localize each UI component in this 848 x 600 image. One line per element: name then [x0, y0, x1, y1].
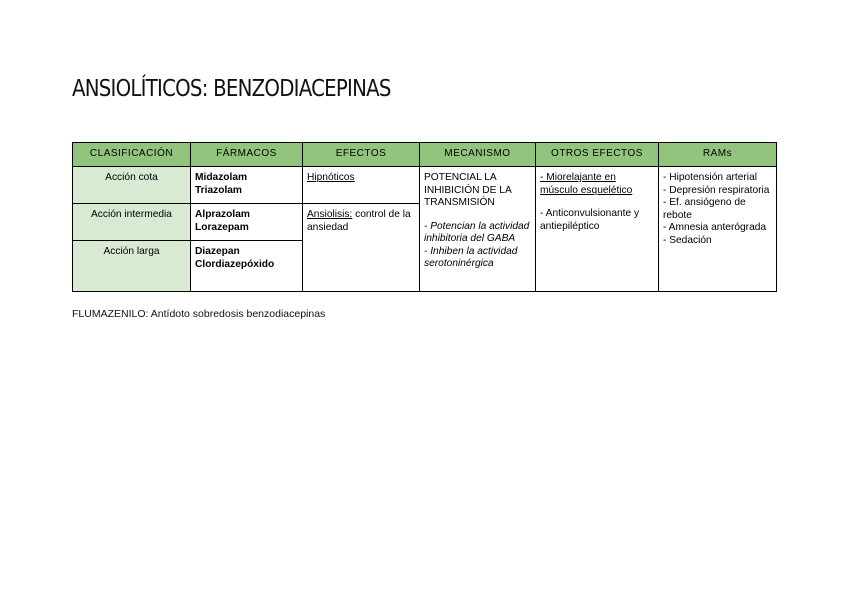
clasificacion-cell: Acción larga [73, 241, 191, 292]
mecanismo-main: POTENCIAL LA INHIBICIÓN DE LA TRANSMISIÓN [424, 172, 512, 208]
farmacos-cell [191, 167, 303, 204]
mecanismo-point: - Inhiben la actividad serotoninérgica [424, 245, 518, 269]
mecanismo-point: - Potencian la actividad inhibitoria del GABA [424, 220, 530, 244]
header-farmacos: FÁRMACOS [191, 143, 303, 167]
header-rams: RAMs [659, 143, 777, 167]
efecto-ansiolisis-label: Ansiolisis: [307, 209, 353, 220]
farmacos-cell [191, 241, 303, 292]
efecto-ansiolisis-text: control de la ansiedad [307, 209, 411, 233]
clasificacion-cell: Acción intermedia [73, 204, 191, 241]
mecanismo-cell [420, 167, 536, 292]
ram-item: - Depresión respiratoria [663, 184, 770, 196]
otro-efecto-anticonvulsionante: - Anticonvulsionante y antiepiléptico [540, 208, 640, 232]
header-efectos: EFECTOS [303, 143, 420, 167]
ram-item: - Sedación [663, 234, 712, 246]
efecto-hipnoticos: Hipnóticos [307, 172, 355, 183]
clasificacion-cell: Acción cota [73, 167, 191, 204]
table-header-row [73, 143, 777, 167]
drug-name: Lorazepam [195, 221, 249, 233]
drug-name: Diazepan [195, 246, 240, 257]
ram-item: - Amnesia anterógrada [663, 222, 767, 233]
ram-item: - Ef. ansiógeno de rebote [663, 197, 746, 221]
header-clasificacion: CLASIFICACIÓN [73, 143, 191, 167]
efectos-ansiolisis-cell [303, 204, 420, 292]
drug-name: Alprazolam [195, 209, 250, 220]
otros-efectos-cell [536, 167, 659, 292]
header-otros-efectos: OTROS EFECTOS [536, 143, 659, 167]
header-mecanismo: MECANISMO [420, 143, 536, 167]
drug-name: Midazolam [195, 172, 248, 183]
drug-name: Triazolam [195, 184, 242, 196]
benzodiazepine-table [72, 142, 777, 292]
otro-efecto-miorelajante: - Miorelajante en músculo esquelético [540, 172, 633, 196]
farmacos-cell [191, 204, 303, 241]
drug-name: Clordiazepóxido [195, 258, 275, 270]
rams-cell [659, 167, 777, 292]
table-row [73, 167, 777, 204]
footer-note: FLUMAZENILO: Antídoto sobredosis benzodiacepinas [72, 308, 326, 320]
page-title: ANSIOLÍTICOS: BENZODIACEPINAS [72, 76, 391, 102]
efectos-hipnoticos-cell [303, 167, 420, 204]
ram-item: - Hipotensión arterial [663, 172, 757, 183]
